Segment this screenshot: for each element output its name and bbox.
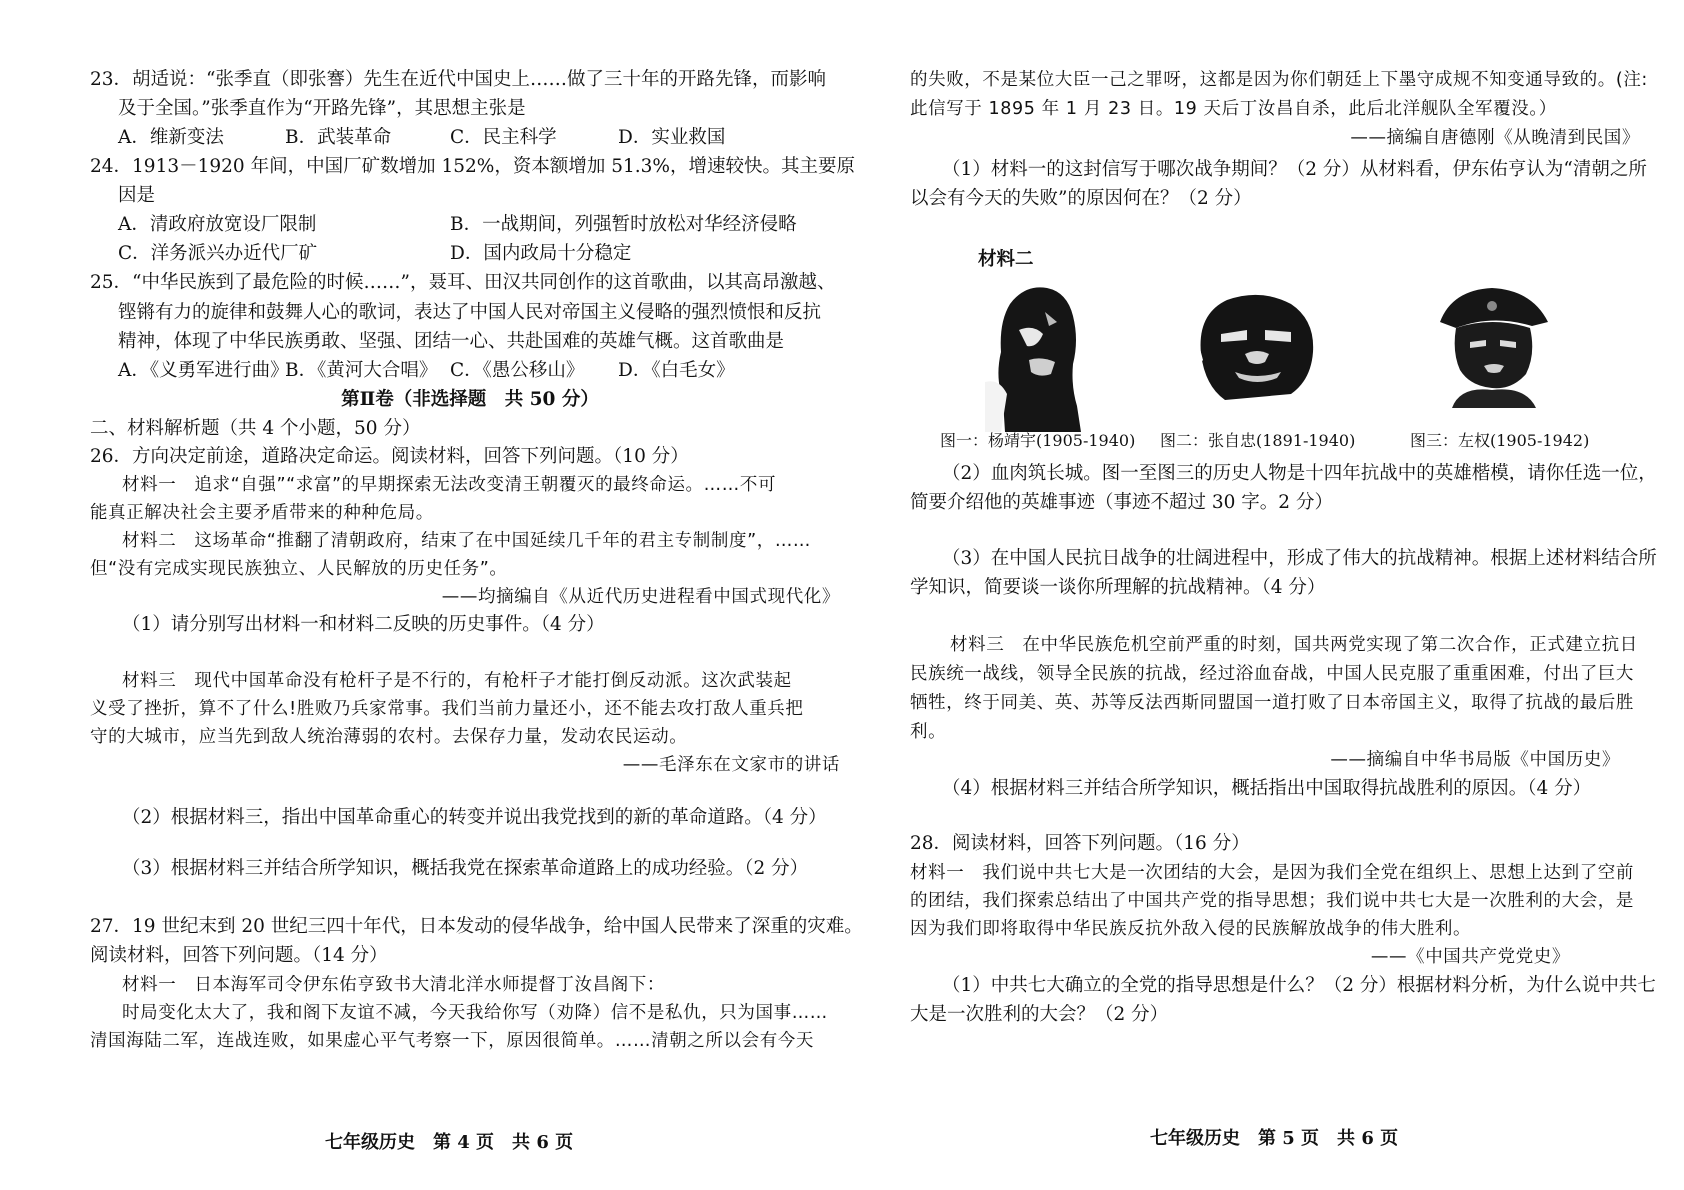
q25-stem-line3: 精神，体现了中华民族勇敢、坚强、团结一心、共赴国难的英雄气概。这首歌曲是 xyxy=(118,331,785,352)
q28-stem: 28．阅读材料，回答下列问题。（16 分） xyxy=(910,833,1250,854)
q23-option-c: C．民主科学 xyxy=(450,127,557,148)
q27-material3-line4: 利。 xyxy=(910,722,947,742)
portrait-yang-jingyu xyxy=(985,282,1095,432)
q25-option-a: A．《义勇军进行曲》 xyxy=(118,360,289,381)
q27-sub4: （4）根据材料三并结合所学知识，概括指出中国取得抗战胜利的原因。（4 分） xyxy=(942,778,1592,799)
q27-material3-source: ——摘编自中华书局版《中国历史》 xyxy=(1330,750,1620,770)
q27-stem-line2: 阅读材料，回答下列问题。（14 分） xyxy=(90,945,388,966)
q26-sub1: （1）请分别写出材料一和材料二反映的历史事件。（4 分） xyxy=(122,614,605,635)
q25-stem-line1: 25．“中华民族到了最危险的时候……”，聂耳、田汉共同创作的这首歌曲，以其高昂激越、 xyxy=(90,272,836,293)
caption-figure2: 图二：张自忠(1891-1940) xyxy=(1160,431,1356,450)
q23-stem-line1: 23．胡适说：“张季直（即张謇）先生在近代中国史上……做了三十年的开路先锋，而影响 xyxy=(90,69,827,90)
q27-material1-line3: 清国海陆二军，连战连败，如果虚心平气考察一下，原因很简单。……清朝之所以会有今天 xyxy=(90,1031,814,1051)
q26-material3-line3: 守的大城市，应当先到敌人统治薄弱的农村。去保存力量，发动农民运动。 xyxy=(90,727,688,747)
q27-material3-line1: 材料三 在中华民族危机空前严重的时刻，国共两党实现了第二次合作，正式建立抗日 xyxy=(950,635,1638,655)
q26-material2-source: ——均摘编自《从近代历史进程看中国式现代化》 xyxy=(441,587,840,607)
q26-stem: 26．方向决定前途，道路决定命运。阅读材料，回答下列问题。（10 分） xyxy=(90,446,689,467)
q26-material3-line1: 材料三 现代中国革命没有枪杆子是不行的，有枪杆子才能打倒反动派。这次武装起 xyxy=(122,671,792,691)
q25-option-b: B．《黄河大合唱》 xyxy=(285,360,438,381)
q24-stem-line2: 因是 xyxy=(118,185,156,206)
q27-sub1-line2: 以会有今天的失败”的原因何在？（2 分） xyxy=(910,188,1252,209)
q27-material3-line2: 民族统一战线，领导全民族的抗战，经过浴血奋战，中国人民克服了重重困难，付出了巨大 xyxy=(910,664,1634,684)
q27-material1-line2: 时局变化太大了，我和阁下友谊不减，今天我给你写（劝降）信不是私仇，只为国事…… xyxy=(122,1003,828,1023)
q28-material1-line3: 因为我们即将取得中华民族反抗外敌入侵的民族解放战争的伟大胜利。 xyxy=(910,919,1472,939)
q23-option-a: A．维新变法 xyxy=(118,127,224,148)
portrait-zuo-quan xyxy=(1432,282,1554,408)
q26-material1-line1: 材料一 追求“自强”“求富”的早期探索无法改变清王朝覆灭的最终命运。……不可 xyxy=(122,475,777,495)
q24-option-d: D．国内政局十分稳定 xyxy=(450,243,632,264)
q28-material1-line1: 材料一 我们说中共七大是一次团结的大会，是因为我们全党在组织上、思想上达到了空前 xyxy=(910,863,1634,883)
q27-material2-label: 材料二 xyxy=(978,249,1034,270)
q23-stem-line2: 及于全国。”张季直作为“开路先锋”，其思想主张是 xyxy=(118,98,526,119)
q27-sub1-line1: （1）材料一的这封信写于哪次战争期间？（2 分）从材料看，伊东佑亨认为“清朝之所 xyxy=(942,159,1647,180)
q23-option-d: D．实业救国 xyxy=(618,127,726,148)
q26-material2-line2: 但“没有完成实现民族独立、人民解放的历史任务”。 xyxy=(90,559,508,579)
q27-material1-line1: 材料一 日本海军司令伊东佑亨致书大清北洋水师提督丁汝昌阁下： xyxy=(122,975,665,995)
q27-material3-line3: 牺牲，终于同美、英、苏等反法西斯同盟国一道打败了日本帝国主义，取得了抗战的最后胜 xyxy=(910,693,1634,713)
q26-material3-source: ——毛泽东在文家市的讲话 xyxy=(622,755,840,775)
q23-option-b: B．武装革命 xyxy=(285,127,392,148)
caption-figure1: 图一：杨靖宇(1905-1940) xyxy=(940,431,1136,450)
left-page-footer: 七年级历史 第 4 页 共 6 页 xyxy=(325,1132,574,1153)
q27-continued-line1: 的失败，不是某位大臣一己之罪呀，这都是因为你们朝廷上下墨守成规不知变通导致的。(注: xyxy=(910,70,1648,90)
q24-stem-line1: 24．1913－1920 年间，中国厂矿数增加 152%，资本额增加 51.3%，增速较快。其主要原 xyxy=(90,156,856,177)
q26-material2-line1: 材料二 这场革命“推翻了清朝政府，结束了在中国延续几千年的君主专制制度”，…… xyxy=(122,531,812,551)
q26-material3-line2: 义受了挫折，算不了什么!胜败乃兵家常事。我们当前力量还小，还不能去攻打敌人重兵把 xyxy=(90,699,804,719)
q27-stem-line1: 27．19 世纪末到 20 世纪三四十年代，日本发动的侵华战争，给中国人民带来了深重的灾难。 xyxy=(90,916,863,937)
q28-material1-line2: 的团结，我们探索总结出了中国共产党的指导思想；我们说中共七大是一次胜利的大会，是 xyxy=(910,891,1634,911)
right-page-footer: 七年级历史 第 5 页 共 6 页 xyxy=(1150,1128,1399,1149)
caption-figure3: 图三：左权(1905-1942) xyxy=(1410,431,1590,450)
q27-sub2-line2: 简要介绍他的英雄事迹（事迹不超过 30 字。2 分） xyxy=(910,492,1333,513)
q27-sub2-line1: （2）血肉筑长城。图一至图三的历史人物是十四年抗战中的英雄楷模，请你任选一位， xyxy=(942,463,1657,484)
q26-material1-line2: 能真正解决社会主要矛盾带来的种种危局。 xyxy=(90,503,434,523)
q28-material1-source: ——《中国共产党党史》 xyxy=(1370,947,1570,967)
q28-sub1-line1: （1）中共七大确立的全党的指导思想是什么？（2 分）根据材料分析，为什么说中共七 xyxy=(942,975,1656,996)
q25-option-d: D．《白毛女》 xyxy=(618,360,735,381)
q28-sub1-line2: 大是一次胜利的大会？（2 分） xyxy=(910,1004,1169,1025)
q26-sub2: （2）根据材料三，指出中国革命重心的转变并说出我党找到的新的革命道路。（4 分） xyxy=(122,807,827,828)
portrait-zhang-zizhong xyxy=(1195,290,1323,400)
part2-title: 第Ⅱ卷（非选择题 共 50 分） xyxy=(341,389,599,410)
q24-option-a: A．清政府放宽设厂限制 xyxy=(118,214,317,235)
q27-continued-line2: 此信写于 1895 年 1 月 23 日。19 天后丁汝昌自杀，此后北洋舰队全军覆没。） xyxy=(910,99,1557,119)
q25-option-c: C．《愚公移山》 xyxy=(450,360,585,381)
q27-sub3-line1: （3）在中国人民抗日战争的壮阔进程中，形成了伟大的抗战精神。根据上述材料结合所 xyxy=(942,548,1657,569)
section2-heading: 二、材料解析题（共 4 个小题，50 分） xyxy=(90,418,421,439)
q26-sub3: （3）根据材料三并结合所学知识，概括我党在探索革命道路上的成功经验。（2 分） xyxy=(122,858,809,879)
q24-option-c: C．洋务派兴办近代厂矿 xyxy=(118,243,318,264)
q25-stem-line2: 铿锵有力的旋律和鼓舞人心的歌词，表达了中国人民对帝国主义侵略的强烈愤恨和反抗 xyxy=(118,302,822,323)
q27-sub3-line2: 学知识，简要谈一谈你所理解的抗战精神。（4 分） xyxy=(910,577,1326,598)
q24-option-b: B．一战期间，列强暂时放松对华经济侵略 xyxy=(450,214,797,235)
q27-material1-source: ——摘编自唐德刚《从晚清到民国》 xyxy=(1350,128,1640,148)
